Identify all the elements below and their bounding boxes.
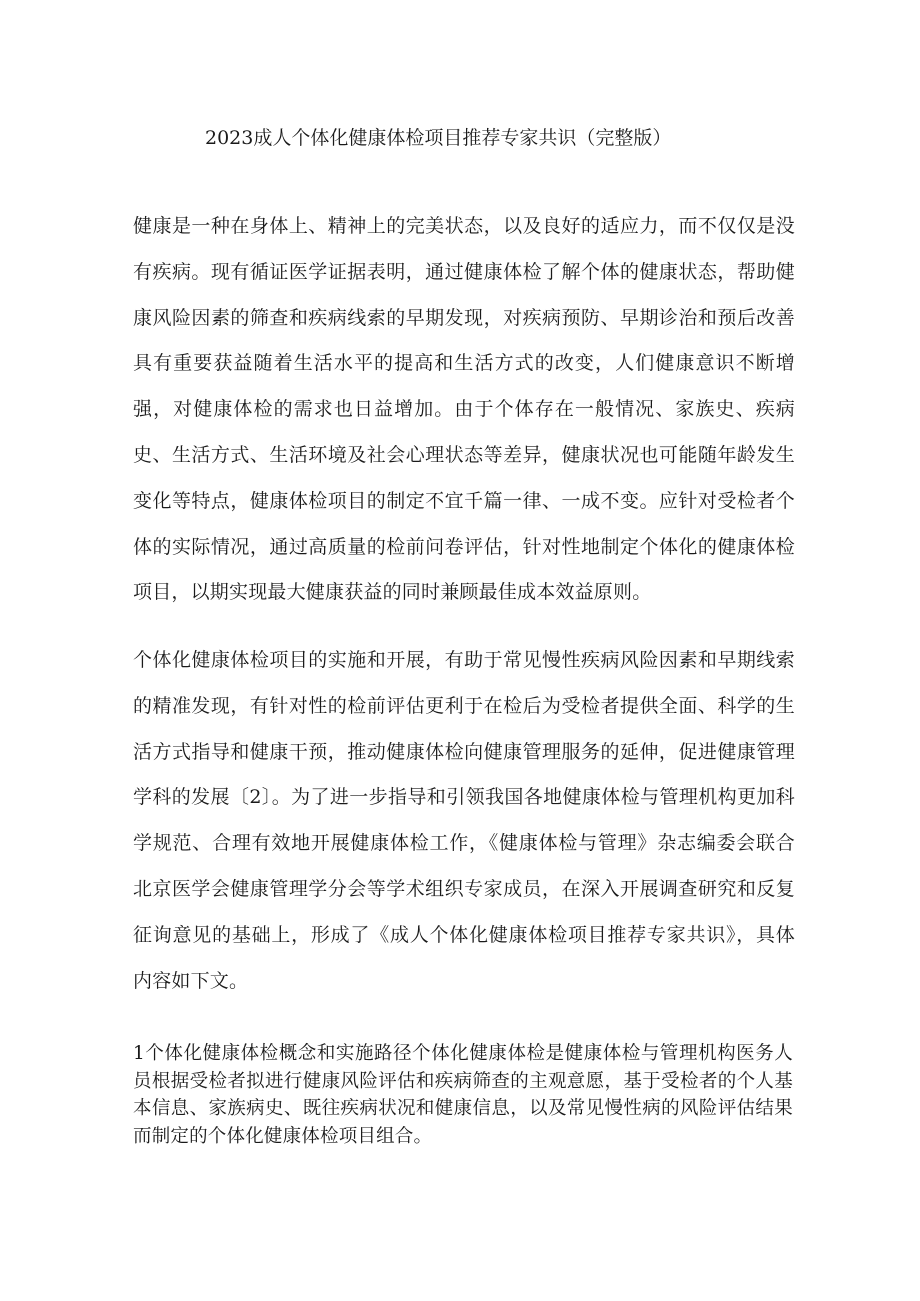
document-title: 2023成人个体化健康体检项目推荐专家共识（完整版） [205, 127, 672, 149]
section-1-concept: 1个体化健康体检概念和实施路径个体化健康体检是健康体检与管理机构医务人员根据受检者拟进行健康风险评估和疾病筛查的主观意愿，基于受检者的个人基本信息、家族病史、既往疾病状况和健康信息，以及常见慢性病的风险评估结果而制定的个体化健康体检项目组合。 [133, 1043, 793, 1147]
paragraph-intro: 健康是一种在身体上、精神上的完美状态，以及良好的适应力，而不仅仅是没有疾病。现有循证医学证据表明，通过健康体检了解个体的健康状态，帮助健康风险因素的筛查和疾病线索的早期发现，对疾病预防、早期诊治和预后改善具有重要获益随着生活水平的提高和生活方式的改变，人们健康意识不断增强，对健康体检的需求也日益增加。由于个体存在一般情况、家族史、疾病史、生活方式、生活环境及社会心理状态等差异，健康状况也可能随年龄发生变化等特点，健康体检项目的制定不宜千篇一律、一成不变。应针对受检者个体的实际情况，通过高质量的检前问卷评估，针对性地制定个体化的健康体检项目，以期实现最大健康获益的同时兼顾最佳成本效益原则。 [133, 215, 795, 604]
paragraph-implementation: 个体化健康体检项目的实施和开展，有助于常见慢性疾病风险因素和早期线索的精准发现，有针对性的检前评估更利于在检后为受检者提供全面、科学的生活方式指导和健康干预，推动健康体检向健康管理服务的延伸，促进健康管理学科的发展〔2〕。为了进一步指导和引领我国各地健康体检与管理机构更加科学规范、合理有效地开展健康体检工作，《健康体检与管理》杂志编委会联合北京医学会健康管理学分会等学术组织专家成员，在深入开展调查研究和反复征询意见的基础上，形成了《成人个体化健康体检项目推荐专家共识》，具体内容如下文。 [133, 649, 795, 992]
